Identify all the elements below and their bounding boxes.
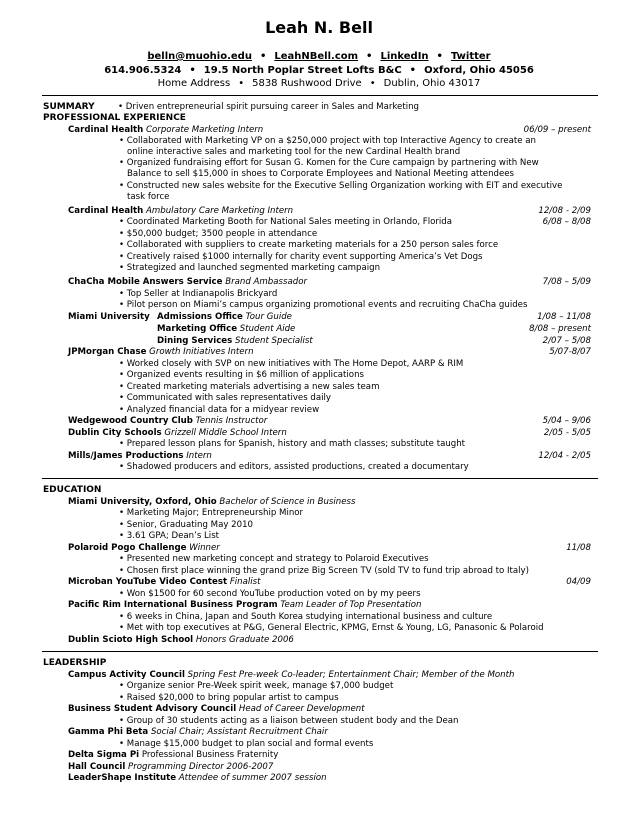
org-name: Delta Sigma Pi	[68, 750, 140, 760]
bullet-item: • Constructed new sales website for the Executive Selling Organization working with EIT and executive	[119, 181, 563, 191]
org-name: Microban YouTube Video Contest	[68, 577, 228, 587]
role-title: Tour Guide	[245, 312, 292, 322]
bullet-item: • Organize senior Pre-Week spirit week, manage $7,000 budget	[119, 681, 394, 691]
leadership-entry-header	[0, 704, 638, 715]
bullet-item: • Analyzed financial data for a midyear review	[119, 405, 320, 415]
org-name: Pacific Rim International Business Program	[68, 600, 278, 610]
home-address-line	[0, 77, 638, 90]
experience-entry-header	[0, 277, 638, 288]
experience-entry-header	[0, 206, 638, 217]
bullet-item: • Chosen first place winning the grand prize Big Screen TV (sold TV to fund trip abroad to Italy)	[119, 566, 529, 576]
role-title: Intern	[186, 451, 212, 461]
school-contact-line	[0, 64, 638, 77]
bullet-item: • Shadowed producers and editors, assisted productions, created a documentary	[119, 462, 469, 472]
education-entry-header	[0, 577, 638, 588]
date-range: 11/08	[566, 543, 591, 553]
bullet-item: • 6 weeks in China, Japan and South Korea studying international business and culture	[119, 612, 493, 622]
org-name: Dublin Scioto High School	[68, 635, 194, 645]
separator: •	[409, 65, 417, 76]
summary-text: • Driven entrepreneurial spirit pursuing career in Sales and Marketing	[118, 102, 419, 112]
bullet-item: • Met with top executives at P&G, General Electric, KPMG, Ernst & Young, LG, Panasonic & Polaroid	[119, 623, 544, 633]
bullet-item: • Collaborated with suppliers to create marketing materials for a 250 person sales force	[119, 240, 499, 250]
org-name: Campus Activity Council	[68, 670, 185, 680]
org-name: Gamma Phi Beta	[68, 727, 149, 737]
bullet-item: • Communicated with sales representatives daily	[119, 393, 331, 403]
twitter-link[interactable]: Twitter	[450, 51, 491, 62]
role-title: Ambulatory Care Marketing Intern	[146, 206, 294, 216]
separator: •	[259, 51, 267, 62]
org-name: Dublin City Schools	[68, 428, 162, 438]
role-title: Brand Ambassador	[225, 277, 307, 287]
role-title: Honors Graduate 2006	[195, 635, 294, 645]
experience-entry-header	[0, 416, 638, 427]
bullet-continuation: Balance to sell $15,000 in shoes to Corporate Employees and National Meeting attendees	[127, 169, 515, 179]
date-range: 12/04 - 2/05	[538, 451, 591, 461]
bullet-item: • $50,000 budget; 3500 people in attendance	[119, 229, 318, 239]
org-name: Hall Council	[68, 762, 126, 772]
experience-entry-header	[0, 125, 638, 136]
role-title: Social Chair; Assistant Recruitment Chair	[150, 727, 328, 737]
separator: •	[189, 65, 196, 76]
date-range: 06/09 – present	[523, 125, 591, 135]
education-entry-header	[0, 600, 638, 611]
bullet-item: • Presented new marketing concept and strategy to Polaroid Executives	[119, 554, 429, 564]
role-title: Finalist	[229, 577, 261, 587]
bullet-item: • Creatively raised $1000 internally for charity event supporting America’s Vet Dogs	[119, 252, 483, 262]
bullet-item: • Created marketing materials advertising a new sales team	[119, 382, 380, 392]
leadership-entry-header	[0, 750, 638, 761]
summary-heading: SUMMARY	[43, 102, 95, 112]
role-title: Student Aide	[239, 324, 296, 334]
bullet-item: • Organized events resulting in $6 million of applications	[119, 370, 364, 380]
phone: 614.906.5324	[104, 65, 182, 76]
separator: •	[366, 51, 373, 62]
bullet-item: • Collaborated with Marketing VP on a $250,000 project with top Interactive Agency to create an	[119, 136, 536, 146]
experience-entry-header	[0, 428, 638, 439]
home-street: 5838 Rushwood Drive	[252, 78, 362, 89]
education-heading: EDUCATION	[43, 485, 102, 495]
org-name: Miami University	[68, 312, 150, 322]
bullet-item: • 3.61 GPA; Dean’s List	[119, 531, 220, 541]
degree: Bachelor of Science in Business	[219, 497, 356, 507]
header-divider	[42, 95, 598, 96]
bullet-item: • Organized fundraising effort for Susan G. Komen for the Cure campaign by partnering with New	[119, 158, 539, 168]
home-label: Home Address	[157, 78, 231, 89]
section-divider	[42, 651, 598, 652]
date-range: 04/09	[566, 577, 591, 587]
org-name: JPMorgan Chase	[68, 347, 147, 357]
leadership-entry-header	[0, 670, 638, 681]
bullet-item: • Top Seller at Indianapolis Brickyard	[119, 289, 278, 299]
leadership-entry-header	[0, 727, 638, 738]
separator: •	[238, 78, 245, 89]
dept-name: Admissions Office	[157, 312, 243, 322]
date-range: 2/07 – 5/08	[542, 336, 591, 346]
section-divider	[42, 478, 598, 479]
education-entry-header	[0, 543, 638, 554]
org-name: LeaderShape Institute	[68, 773, 177, 783]
date-range: 12/08 - 2/09	[538, 206, 591, 216]
experience-heading-row	[0, 113, 638, 124]
org-name: Polaroid Pogo Challenge	[68, 543, 187, 553]
bullet-continuation: task force	[127, 192, 170, 202]
leadership-entry-header	[0, 773, 638, 784]
experience-entry-header	[0, 451, 638, 462]
role-title: Tennis Instructor	[195, 416, 268, 426]
leadership-heading: LEADERSHIP	[43, 658, 107, 668]
date-range: 8/08 – present	[529, 324, 591, 334]
role-title: Spring Fest Pre-week Co-leader; Entertainment Chair; Member of the Month	[187, 670, 515, 680]
role-title: Programming Director 2006-2007	[128, 762, 274, 772]
school-address: 19.5 North Poplar Street Lofts B&C	[203, 65, 402, 76]
org-name: Mills/James Productions	[68, 451, 184, 461]
experience-entry-header	[0, 347, 638, 358]
experience-entry-header	[0, 312, 638, 323]
email-link[interactable]: belln@muohio.edu	[147, 51, 252, 62]
date-range: 5/04 – 9/06	[542, 416, 591, 426]
date-range: 2/05 - 5/05	[543, 428, 591, 438]
date-range: 6/08 – 8/08	[542, 217, 591, 227]
bullet-item: • Group of 30 students acting as a liaison between student body and the Dean	[119, 716, 459, 726]
bullet-item: • Marketing Major; Entrepreneurship Minor	[119, 508, 304, 518]
role-title: Grizzell Middle School Intern	[164, 428, 287, 438]
experience-heading: PROFESSIONAL EXPERIENCE	[43, 113, 186, 123]
dept-name: Dining Services	[157, 336, 233, 346]
role-title: Team Leader of Top Presentation	[280, 600, 422, 610]
contact-links-line	[0, 50, 638, 63]
separator: •	[436, 51, 443, 62]
leadership-entry-header	[0, 762, 638, 773]
separator: •	[369, 78, 376, 89]
bullet-item: • Prepared lesson plans for Spanish, history and math classes; substitute taught	[119, 439, 466, 449]
role-title: Corporate Marketing Intern	[146, 125, 264, 135]
website-link[interactable]: LeahNBell.com	[274, 51, 359, 62]
dept-name: Marketing Office	[157, 324, 238, 334]
bullet-item: • Pilot person on Miami’s campus organizing promotional events and recruiting ChaCha guides	[119, 300, 528, 310]
role-title: Student Specialist	[234, 336, 313, 346]
org-name: ChaCha Mobile Answers Service	[68, 277, 223, 287]
org-name: Cardinal Health	[68, 125, 144, 135]
org-name: Miami University, Oxford, Ohio	[68, 497, 217, 507]
linkedin-link[interactable]: LinkedIn	[380, 51, 429, 62]
date-range: 1/08 – 11/08	[537, 312, 591, 322]
role-title: Professional Business Fraternity	[141, 750, 279, 760]
candidate-name: Leah N. Bell	[265, 18, 373, 37]
bullet-item: • Won $1500 for 60 second YouTube production voted on by my peers	[119, 589, 421, 599]
bullet-item: • Senior, Graduating May 2010	[119, 520, 254, 530]
bullet-item: • Coordinated Marketing Booth for National Sales meeting in Orlando, Florida	[119, 217, 453, 227]
school-city: Oxford, Ohio 45056	[424, 65, 534, 76]
role-title: Growth Initiatives Intern	[149, 347, 254, 357]
bullet-item: • Strategized and launched segmented marketing campaign	[119, 263, 381, 273]
education-entry-header	[0, 497, 638, 508]
bullet-item: • Raised $20,000 to bring popular artist to campus	[119, 693, 339, 703]
org-name: Wedgewood Country Club	[68, 416, 193, 426]
bullet-item: • Manage $15,000 budget to plan social and formal events	[119, 739, 374, 749]
education-entry-header	[0, 635, 638, 646]
date-range: 5/07-8/07	[549, 347, 591, 357]
org-name: Cardinal Health	[68, 206, 144, 216]
role-title: Winner	[189, 543, 220, 553]
date-range: 7/08 – 5/09	[542, 277, 591, 287]
bullet-continuation: online interactive sales and marketing tool for the new Cardinal Health brand	[127, 147, 461, 157]
role-title: Attendee of summer 2007 session	[178, 773, 327, 783]
home-city: Dublin, Ohio 43017	[383, 78, 481, 89]
bullet-item: • Worked closely with SVP on new initiatives with The Home Depot, AARP & RIM	[119, 359, 464, 369]
org-name: Business Student Advisory Council	[68, 704, 237, 714]
role-title: Head of Career Development	[238, 704, 365, 714]
summary-row	[0, 102, 638, 113]
